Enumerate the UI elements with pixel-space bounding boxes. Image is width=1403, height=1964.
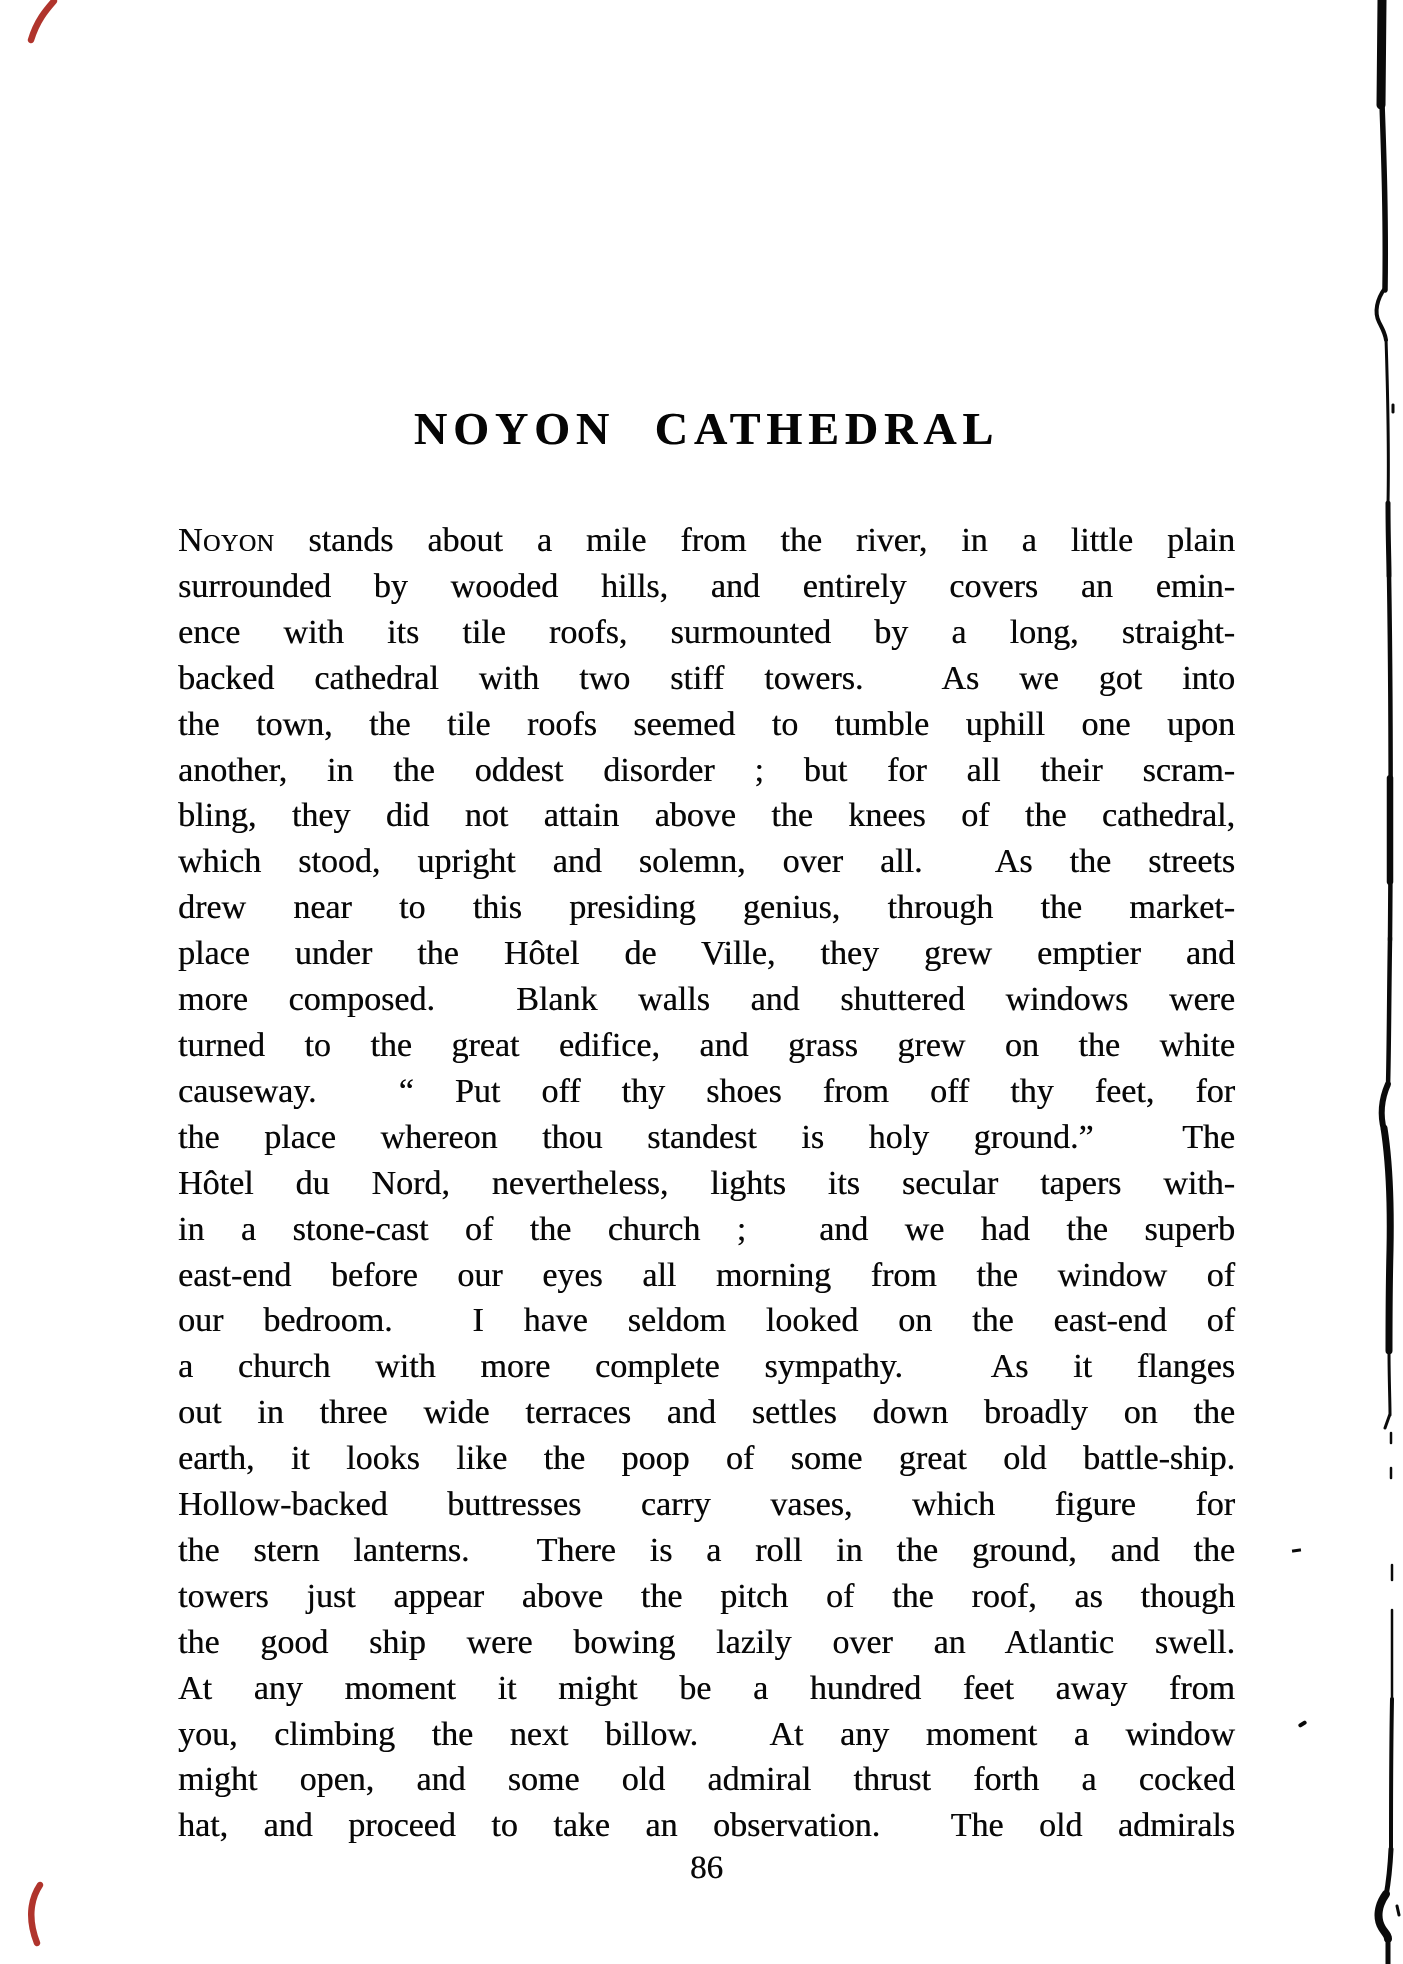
text-line: might open, and some old admiral thrust forth a cocked	[178, 1761, 1235, 1799]
text-line: ence with its tile roofs, surmounted by a long, straight-	[178, 613, 1235, 651]
text-line: towers just appear above the pitch of the roof, as though	[178, 1577, 1235, 1615]
text-line: earth, it looks like the poop of some great old battle-ship.	[178, 1440, 1235, 1478]
book-gutter-shadow-line	[1355, 0, 1403, 1964]
small-caps-word: Noyon	[178, 522, 275, 559]
text-line: the good ship were bowing lazily over an Atlantic swell.	[178, 1623, 1235, 1661]
text-line: backed cathedral with two stiff towers. As we got into	[178, 659, 1235, 697]
text-line: turned to the great edifice, and grass grew on the white	[178, 1026, 1235, 1064]
text-line: Hollow-backed buttresses carry vases, which figure for	[178, 1486, 1235, 1524]
text-line: drew near to this presiding genius, through the market-	[178, 889, 1235, 927]
scan-speck	[1292, 1548, 1301, 1552]
text-line: place under the Hôtel de Ville, they grew emptier and	[178, 935, 1235, 973]
red-pen-mark-bottom-left-icon	[8, 1880, 68, 1950]
text-line: a church with more complete sympathy. As it flanges	[178, 1348, 1235, 1386]
text-line: At any moment it might be a hundred feet away from	[178, 1669, 1235, 1707]
text-line: more composed. Blank walls and shuttered windows were	[178, 981, 1235, 1019]
text-line: which stood, upright and solemn, over all. As the streets	[178, 843, 1235, 881]
red-pen-mark-top-left-icon	[10, 0, 80, 52]
page-number: 86	[690, 1850, 723, 1886]
text-line: the place whereon thou standest is holy ground.” The	[178, 1118, 1235, 1156]
scan-speck	[1298, 1720, 1308, 1728]
text-line: causeway. “ Put off thy shoes from off thy feet, for	[178, 1072, 1235, 1110]
text-line: out in three wide terraces and settles down broadly on the	[178, 1394, 1235, 1432]
text-line: our bedroom. I have seldom looked on the east-end of	[178, 1302, 1235, 1340]
text-line: hat, and proceed to take an observation. The old admirals	[178, 1807, 1235, 1845]
text-block	[178, 518, 1235, 1849]
text-line: east-end before our eyes all morning from the window of	[178, 1256, 1235, 1294]
page-title: NOYON CATHEDRAL	[413, 403, 1000, 454]
text-line: bling, they did not attain above the knees of the cathedral,	[178, 797, 1235, 835]
text-line: another, in the oddest disorder ; but for all their scram-	[178, 751, 1235, 789]
text-line: Noyon stands about a mile from the river, in a little plain	[178, 522, 1235, 559]
text-line: the town, the tile roofs seemed to tumble uphill one upon	[178, 705, 1235, 743]
text-line: surrounded by wooded hills, and entirely covers an emin-	[178, 567, 1235, 605]
text-line: Hôtel du Nord, nevertheless, lights its secular tapers with-	[178, 1164, 1235, 1202]
text-line: you, climbing the next billow. At any moment a window	[178, 1715, 1235, 1753]
text-line: in a stone-cast of the church ; and we had the superb	[178, 1210, 1235, 1248]
text-line: the stern lanterns. There is a roll in the ground, and the	[178, 1531, 1235, 1569]
